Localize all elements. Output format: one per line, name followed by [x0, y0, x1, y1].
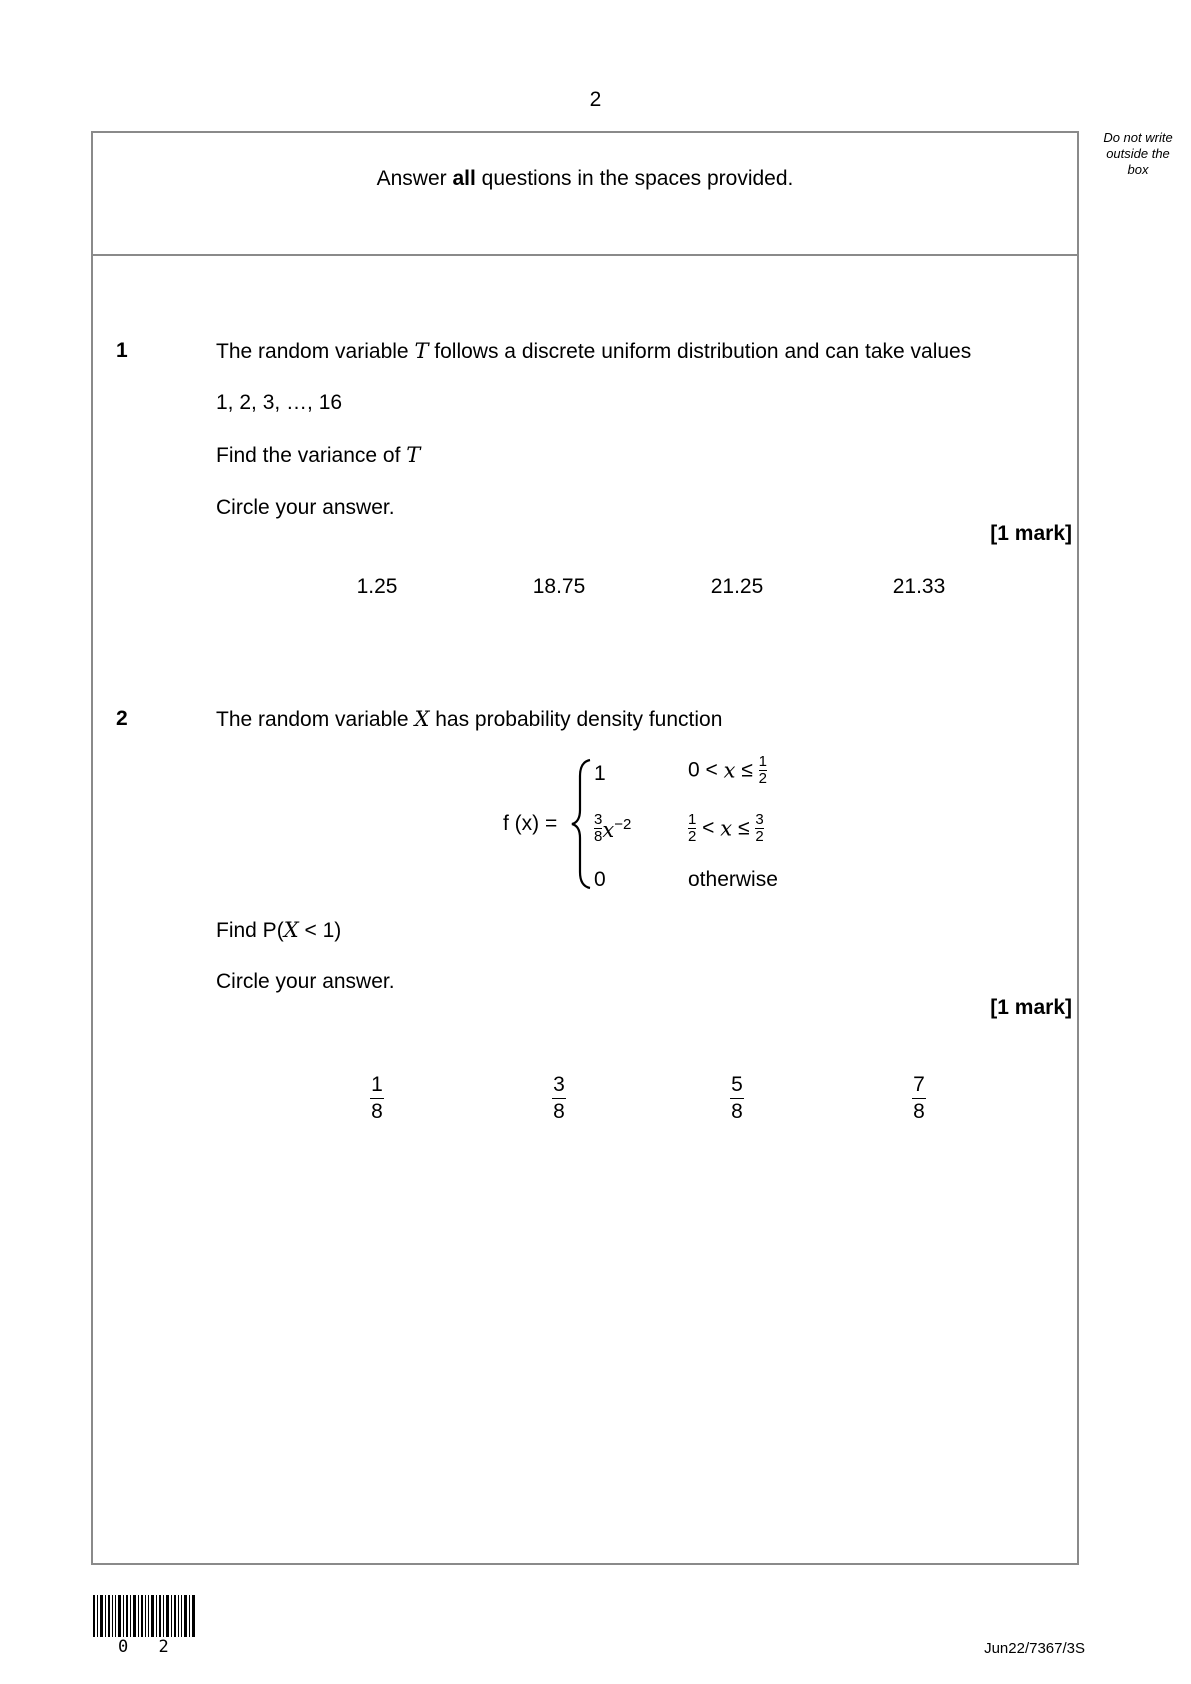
margin-note-line: outside the [1106, 146, 1170, 161]
q2-option-a-den: 8 [371, 1100, 383, 1123]
q2-option-c[interactable] [707, 1072, 767, 1125]
margin-note [1090, 130, 1186, 178]
q2-find-before: Find P( [216, 919, 284, 942]
barcode-digits: 0 2 [118, 1637, 179, 1657]
q2-option-b-den: 8 [553, 1100, 565, 1123]
q2-option-d-den: 8 [913, 1100, 925, 1123]
half-num: 1 [758, 753, 768, 770]
three-half-den: 2 [755, 828, 764, 845]
question-2-circle-instruction: Circle your answer. [216, 970, 395, 993]
q1-option-c[interactable]: 21.25 [710, 575, 764, 598]
q2-find-after: < 1) [298, 919, 342, 942]
margin-note-line: box [1127, 162, 1149, 177]
question-2-marks: [1 mark] [990, 996, 1072, 1019]
q2-option-d-num: 7 [913, 1073, 925, 1096]
pdf-case-3-value: 0 [594, 868, 606, 891]
pdf-case-1-condition: $0 < x \le \frac{1}{2}$ [688, 753, 768, 787]
question-1-stem [216, 339, 971, 364]
pdf-lhs [503, 812, 557, 836]
margin-note-line: Do not write [1103, 130, 1173, 145]
page-number: 2 [589, 88, 602, 111]
question-1-circle-instruction: Circle your answer. [216, 496, 395, 519]
half-fraction [759, 754, 767, 787]
three-halves-fraction [755, 812, 763, 845]
half-den: 2 [758, 770, 768, 787]
q1-option-b[interactable]: 18.75 [532, 575, 586, 598]
pdf-brace-icon [570, 756, 596, 892]
q1-find-var: T [406, 443, 421, 467]
coef-den: 8 [594, 828, 603, 845]
pdf-case-2-condition: $\frac{1}{2} < x \le \frac{3}{2}$ [688, 811, 764, 845]
half-num: 1 [688, 811, 697, 828]
q2-option-a-num: 1 [371, 1073, 383, 1096]
instruction [91, 167, 1079, 191]
three-half-num: 3 [755, 811, 764, 828]
q2-find-var: X [283, 918, 299, 942]
paper-code: Jun22/7367/3S [984, 1640, 1085, 1657]
q2-option-c-den: 8 [731, 1100, 743, 1123]
q2-option-a[interactable] [347, 1072, 407, 1125]
question-2-number: 2 [116, 707, 128, 730]
q1-option-d[interactable]: 21.33 [892, 575, 946, 598]
q2-stem-before: The random variable [216, 708, 415, 731]
header-divider [91, 254, 1079, 256]
q1-stem-before: The random variable [216, 340, 415, 363]
question-1-find [216, 443, 420, 468]
q2-stem-var: X [414, 707, 430, 731]
barcode-icon [93, 1595, 195, 1637]
question-2-find [216, 918, 341, 943]
instruction-after: questions in the spaces provided. [475, 167, 794, 190]
instruction-bold: all [452, 167, 476, 190]
q2-stem-after: has probability density function [429, 708, 723, 731]
pdf-case-1-value: 1 [594, 762, 606, 785]
pdf-case-2-power: $x^{-2}$ [602, 815, 632, 842]
instruction-before: Answer [376, 167, 453, 190]
q2-option-b[interactable] [529, 1072, 589, 1125]
half-den: 2 [688, 828, 697, 845]
q1-find-before: Find the variance of [216, 444, 407, 467]
q1-option-a[interactable]: 1.25 [356, 575, 398, 598]
question-1-values: 1, 2, 3, …, 16 [216, 391, 343, 414]
question-1-number: 1 [116, 339, 128, 362]
q2-option-d[interactable] [889, 1072, 949, 1125]
q1-stem-var: T [414, 339, 429, 363]
q1-stem-after: follows a discrete uniform distribution and can take values [428, 340, 972, 363]
q2-option-b-num: 3 [553, 1073, 565, 1096]
pdf-case-2-value [594, 812, 631, 845]
coef-num: 3 [594, 811, 603, 828]
pdf-lhs-text: f (x) = [503, 812, 558, 835]
pdf-case-3-condition: otherwise [688, 868, 778, 891]
question-2-stem [216, 707, 722, 732]
q2-option-c-num: 5 [731, 1073, 743, 1096]
question-1-marks: [1 mark] [990, 522, 1072, 545]
